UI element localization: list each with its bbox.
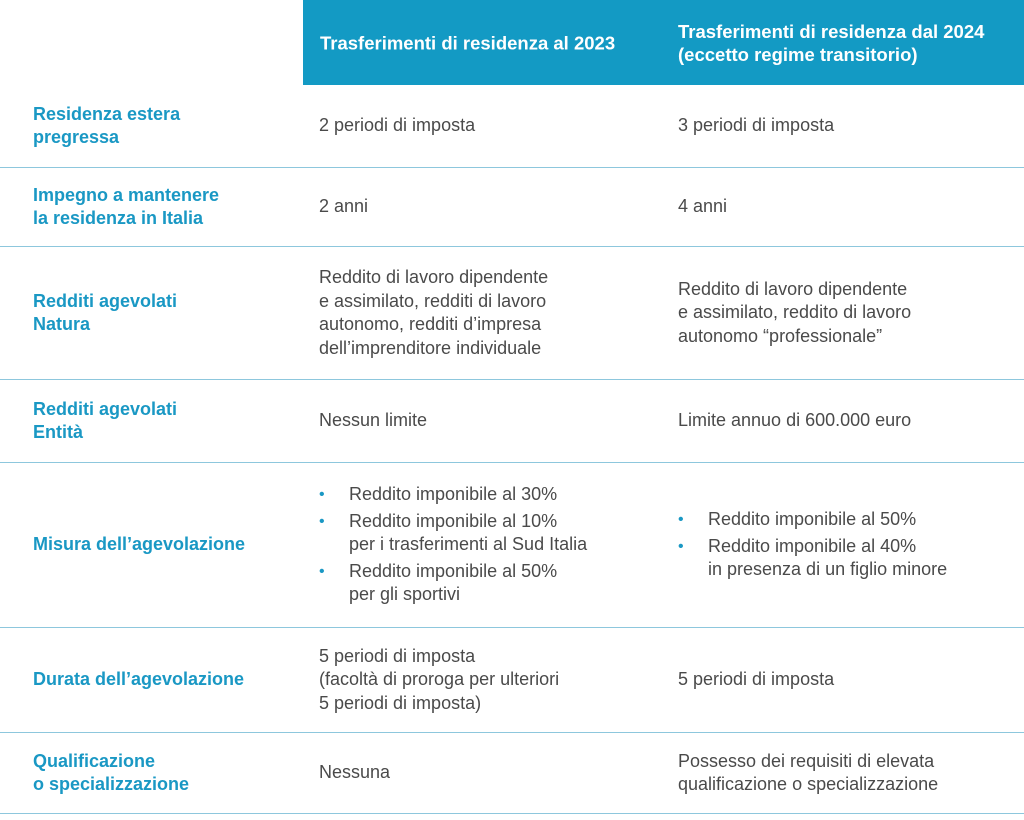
table-row [0, 85, 1024, 168]
cell-2024: 5 periodi di imposta [678, 669, 835, 690]
row-label: Residenza estera pregressa [33, 103, 181, 147]
list-item-text: Reddito imponibile al 40% in presenza di un figlio minore [708, 535, 948, 580]
cell-2023: 5 periodi di imposta (facoltà di proroga per ulteriori 5 periodi di imposta) [319, 645, 560, 713]
table-row [0, 380, 1024, 463]
bullet-icon: • [319, 512, 325, 530]
bullet-list [678, 508, 947, 582]
header-col-2024-label: Trasferimenti di residenza dal 2024 (eccetto regime transitorio) [678, 20, 985, 65]
cell-2023 [319, 463, 659, 627]
row-label: Durata dell’agevolazione [33, 669, 245, 690]
cell-2024: Reddito di lavoro dipendente e assimilato, reddito di lavoro autonomo “professionale” [678, 278, 912, 346]
list-item [678, 508, 947, 532]
table-row [0, 628, 1024, 733]
cell-2024: Limite annuo di 600.000 euro [678, 410, 912, 431]
list-item [319, 510, 587, 557]
cell-2023: 2 anni [319, 196, 369, 217]
table-header [0, 0, 1024, 85]
list-item-text: Reddito imponibile al 10% per i trasferimenti al Sud Italia [349, 510, 588, 555]
cell-2024: 3 periodi di imposta [678, 115, 835, 136]
bullet-icon: • [678, 511, 684, 529]
cell-2024: 4 anni [678, 196, 728, 217]
cell-2024 [678, 463, 1022, 627]
list-item-text: Reddito imponibile al 50% per gli sportivi [349, 560, 558, 605]
cell-2023: Nessuna [319, 762, 391, 783]
table-row [0, 733, 1024, 814]
row-label: Qualificazione o specializzazione [33, 750, 190, 794]
row-label: Redditi agevolati Natura [33, 290, 178, 334]
table-row [0, 463, 1024, 628]
header-col-2024 [661, 0, 1024, 85]
row-label: Impegno a mantenere la residenza in Italia [33, 184, 220, 228]
table-row [0, 247, 1024, 380]
header-col-2023-label: Trasferimenti di residenza al 2023 [320, 32, 616, 53]
bullet-icon: • [678, 537, 684, 555]
cell-2023: Reddito di lavoro dipendente e assimilato, redditi di lavoro autonomo, redditi d’impresa dell’imprenditore individuale [319, 267, 549, 358]
row-label: Misura dell’agevolazione [33, 534, 246, 555]
list-item [678, 535, 947, 582]
bullet-list [319, 483, 587, 607]
header-col-2023 [303, 0, 661, 85]
row-label: Redditi agevolati Entità [33, 398, 178, 442]
list-item-text: Reddito imponibile al 50% [708, 509, 917, 530]
table-row [0, 168, 1024, 247]
cell-2024: Possesso dei requisiti di elevata qualificazione o specializzazione [678, 750, 939, 794]
cell-2023: Nessun limite [319, 410, 428, 431]
list-item [319, 560, 587, 607]
list-item-text: Reddito imponibile al 30% [349, 484, 558, 505]
cell-2023: 2 periodi di imposta [319, 115, 476, 136]
bullet-icon: • [319, 562, 325, 580]
list-item [319, 483, 587, 507]
bullet-icon: • [319, 486, 325, 504]
